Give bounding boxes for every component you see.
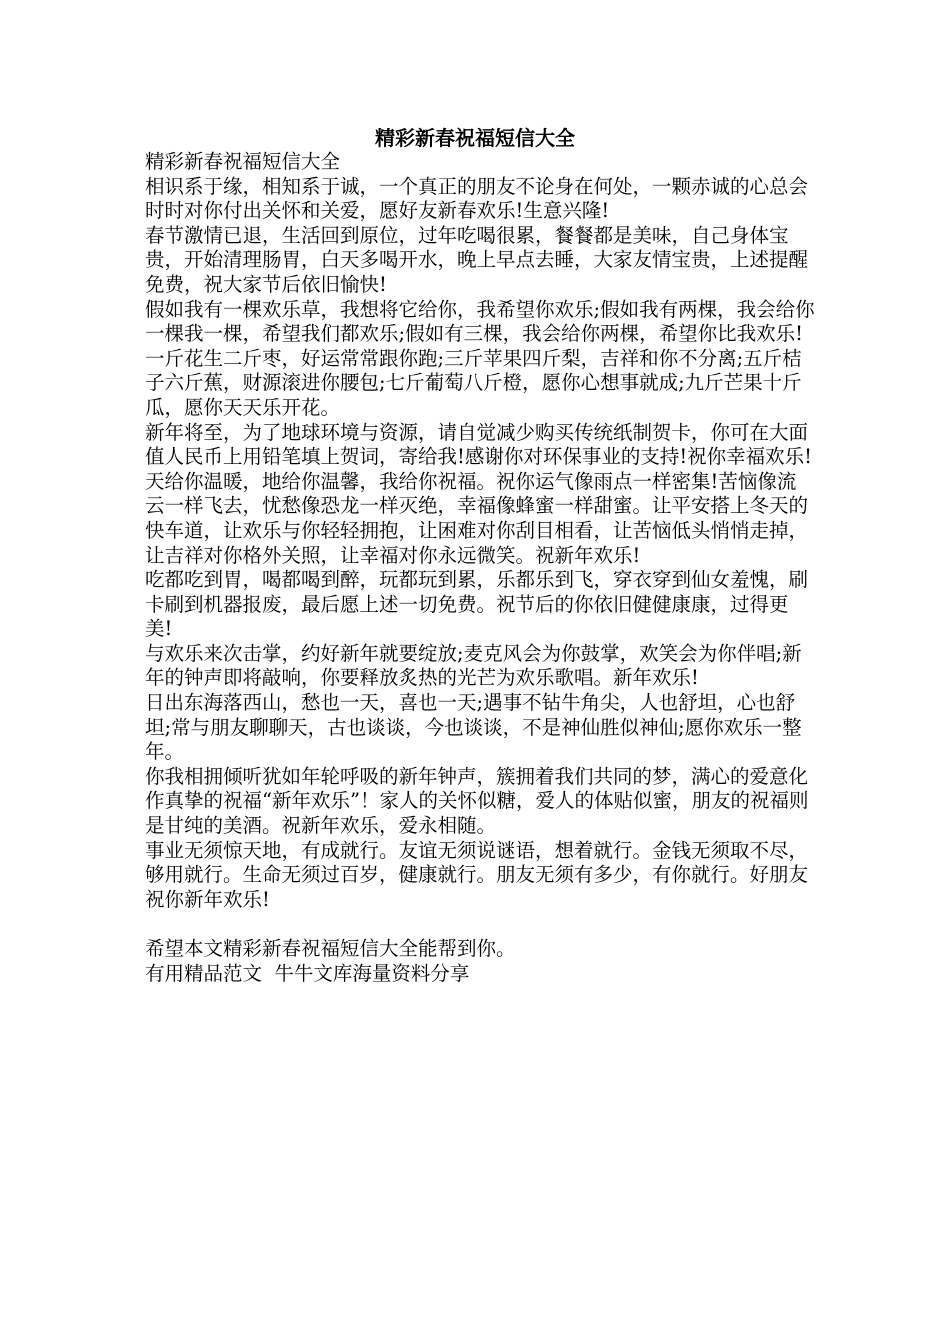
paragraph-5: 新年将至，为了地球环境与资源，请自觉减少购买传统纸制贺卡，你可在大面值人民币上用铅笔填上贺词，寄给我!感谢你对环保事业的支持!祝你幸福欢乐! <box>145 420 813 469</box>
paragraph-11: 事业无须惊天地，有成就行。友谊无须说谜语，想着就行。金钱无须取不尽，够用就行。生命无须过百岁，健康就行。朋友无须有多少，有你就行。好朋友祝你新年欢乐! <box>145 838 809 911</box>
paragraph-10: 你我相拥倾听犹如年轮呼吸的新年钟声，簇拥着我们共同的梦，满心的爱意化作真挚的祝福“新年欢乐”！家人的关怀似糖，爱人的体贴似蜜，朋友的祝福则是甘纯的美酒。祝新年欢乐，爱永相随。 <box>145 764 809 838</box>
document-subtitle: 精彩新春祝福短信大全 <box>145 150 341 173</box>
document-title: 精彩新春祝福短信大全 <box>375 126 575 150</box>
paragraph-8: 与欢乐来次击掌，约好新年就要绽放;麦克风会为你鼓掌，欢笑会为你伴唱;新年的钟声即将敲响，你要释放炙热的光芒为欢乐歌唱。新年欢乐! <box>145 641 802 690</box>
paragraph-9: 日出东海落西山，愁也一天，喜也一天;遇事不钻牛角尖，人也舒坦，心也舒坦;常与朋友聊聊天，古也谈谈，今也谈谈，不是神仙胜似神仙;愿你欢乐一整年。 <box>145 691 802 764</box>
paragraph-2: 春节激情已退，生活回到原位，过年吃喝很累，餐餐都是美味，自己身体宝贵，开始清理肠胃，白天多喝开水，晚上早点去睡，大家友情宝贵，上述提醒免费，祝大家节后依旧愉快! <box>145 223 809 296</box>
blank-line <box>145 912 815 937</box>
paragraph-4: 一斤花生二斤枣，好运常常跟你跑;三斤苹果四斤梨，吉祥和你不分离;五斤桔子六斤蕉，财源滚进你腰包;七斤葡萄八斤橙，愿你心想事就成;九斤芒果十斤瓜，愿你天天乐开花。 <box>145 346 802 419</box>
paragraph-1: 相识系于缘，相知系于诚，一个真正的朋友不论身在何处，一颗赤诚的心总会时时对你付出关怀和关爱，愿好友新春欢乐!生意兴隆! <box>145 174 809 223</box>
closing-line: 希望本文精彩新春祝福短信大全能帮到你。 <box>145 937 516 960</box>
document-body <box>145 150 815 986</box>
paragraph-7: 吃都吃到胃，喝都喝到醉，玩都玩到累，乐都乐到飞，穿衣穿到仙女羞愧，刷卡刷到机器报废，最后愿上述一切免费。祝节后的你依旧健健康康，过得更美! <box>145 568 809 641</box>
footer-line: 有用精品范文 牛牛文库海量资料分享 <box>145 961 470 985</box>
paragraph-3: 假如我有一棵欢乐草，我想将它给你，我希望你欢乐;假如我有两棵，我会给你一棵我一棵，希望我们都欢乐;假如有三棵，我会给你两棵，希望你比我欢乐! <box>145 297 815 346</box>
paragraph-6: 天给你温暖，地给你温馨，我给你祝福。祝你运气像雨点一样密集!苦恼像流云一样飞去，忧愁像恐龙一样灭绝，幸福像蜂蜜一样甜蜜。让平安搭上冬天的快车道，让欢乐与你轻轻拥抱，让困难对你刮目相看，让苦恼低头悄悄走掉，让吉祥对你格外关照，让幸福对你永远微笑。祝新年欢乐! <box>145 469 809 567</box>
